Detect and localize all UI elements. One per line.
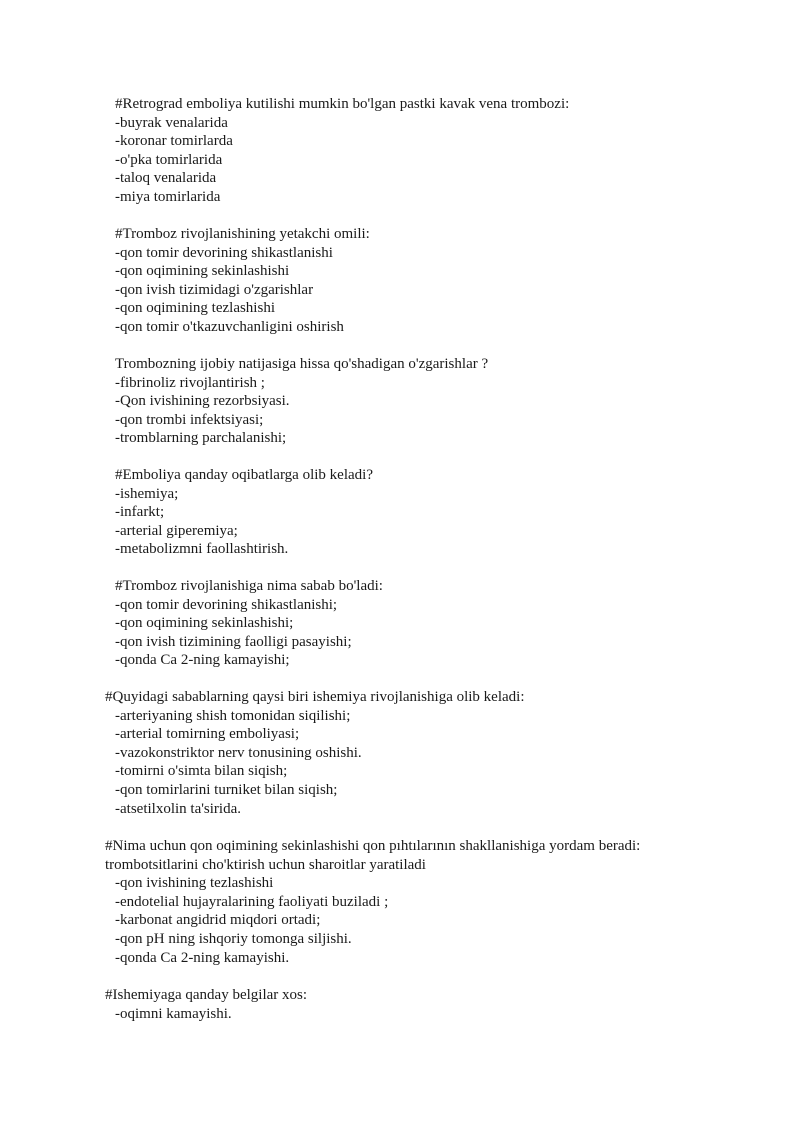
answer-option: -arteriyaning shish tomonidan siqilishi; bbox=[115, 707, 351, 724]
question-title: #Emboliya qanday oqibatlarga olib keladi? bbox=[115, 467, 373, 483]
question-1 bbox=[115, 95, 569, 207]
answer-option: -Qon ivishining rezorbsiyasi. bbox=[115, 393, 290, 410]
answer-option: -qon pH ning ishqoriy tomonga siljishi. bbox=[115, 930, 352, 947]
answer-option: -qon oqimining sekinlashishi; bbox=[115, 615, 294, 632]
answer-option: -qon ivishining tezlashishi bbox=[115, 875, 274, 892]
answer-option: -infarkt; bbox=[115, 504, 165, 521]
answer-option: -taloq venalarida bbox=[115, 170, 217, 187]
answer-option: -buyrak venalarida bbox=[115, 114, 228, 131]
answer-option: -qon tomir devorining shikastlanishi bbox=[115, 244, 333, 261]
question-4 bbox=[115, 466, 373, 559]
question-5 bbox=[115, 577, 383, 670]
answer-option: -qon tomirlarini turniket bilan siqish; bbox=[115, 781, 338, 798]
answer-option: -oqimni kamayishi. bbox=[115, 1005, 232, 1022]
question-7 bbox=[105, 837, 640, 967]
question-title: #Nima uchun qon oqimining sekinlashishi qon pıhtılarının shakllanishiga yordam beradi: bbox=[105, 838, 641, 854]
question-title-continuation: trombotsitlarini cho'ktirish uchun sharoitlar yaratiladi bbox=[105, 856, 426, 873]
answer-option: -tomirni o'simta bilan siqish; bbox=[115, 763, 288, 780]
answer-option: -karbonat angidrid miqdori ortadi; bbox=[115, 912, 321, 929]
answer-option: -qonda Ca 2-ning kamayishi. bbox=[115, 949, 290, 966]
answer-option: -o'pka tomirlarida bbox=[115, 151, 223, 168]
answer-option: -arterial giperemiya; bbox=[115, 522, 238, 539]
question-title: Trombozning ijobiy natijasiga hissa qo'shadigan o'zgarishlar ? bbox=[115, 356, 489, 372]
answer-option: -qon ivish tizimidagi o'zgarishlar bbox=[115, 281, 314, 298]
question-8 bbox=[105, 986, 307, 1023]
answer-option: -endotelial hujayralarining faoliyati buziladi ; bbox=[115, 893, 389, 910]
answer-option: -tromblarning parchalanishi; bbox=[115, 430, 287, 447]
answer-option: -qonda Ca 2-ning kamayishi; bbox=[115, 652, 290, 669]
question-title: #Ishemiyaga qanday belgilar xos: bbox=[105, 987, 308, 1003]
answer-option: -qon tomir devorining shikastlanishi; bbox=[115, 596, 338, 613]
answer-option: -koronar tomirlarda bbox=[115, 133, 233, 150]
answer-option: -qon oqimining sekinlashishi bbox=[115, 263, 290, 280]
answer-option: -miya tomirlarida bbox=[115, 188, 221, 205]
answer-option: -qon ivish tizimining faolligi pasayishi; bbox=[115, 633, 352, 650]
answer-option: -arterial tomirning emboliyasi; bbox=[115, 726, 300, 743]
question-title: #Tromboz rivojlanishining yetakchi omili: bbox=[115, 226, 370, 242]
question-3 bbox=[115, 355, 488, 448]
question-title: #Tromboz rivojlanishiga nima sabab bo'ladi: bbox=[115, 578, 383, 594]
answer-option: -qon trombi infektsiyasi; bbox=[115, 411, 264, 428]
question-title: #Quyidagi sabablarning qaysi biri ishemiya rivojlanishiga olib keladi: bbox=[105, 689, 525, 705]
answer-option: -vazokonstriktor nerv tonusining oshishi. bbox=[115, 744, 362, 761]
answer-option: -qon tomir o'tkazuvchanligini oshirish bbox=[115, 318, 344, 335]
answer-option: -ishemiya; bbox=[115, 485, 179, 502]
question-title: #Retrograd emboliya kutilishi mumkin bo'lgan pastki kavak vena trombozi: bbox=[115, 96, 570, 112]
answer-option: -metabolizmni faollashtirish. bbox=[115, 541, 289, 558]
question-6 bbox=[105, 688, 525, 818]
answer-option: -fibrinoliz rivojlantirish ; bbox=[115, 374, 265, 391]
answer-option: -qon oqimining tezlashishi bbox=[115, 300, 275, 317]
question-2 bbox=[115, 225, 370, 337]
answer-option: -atsetilxolin ta'sirida. bbox=[115, 800, 242, 817]
